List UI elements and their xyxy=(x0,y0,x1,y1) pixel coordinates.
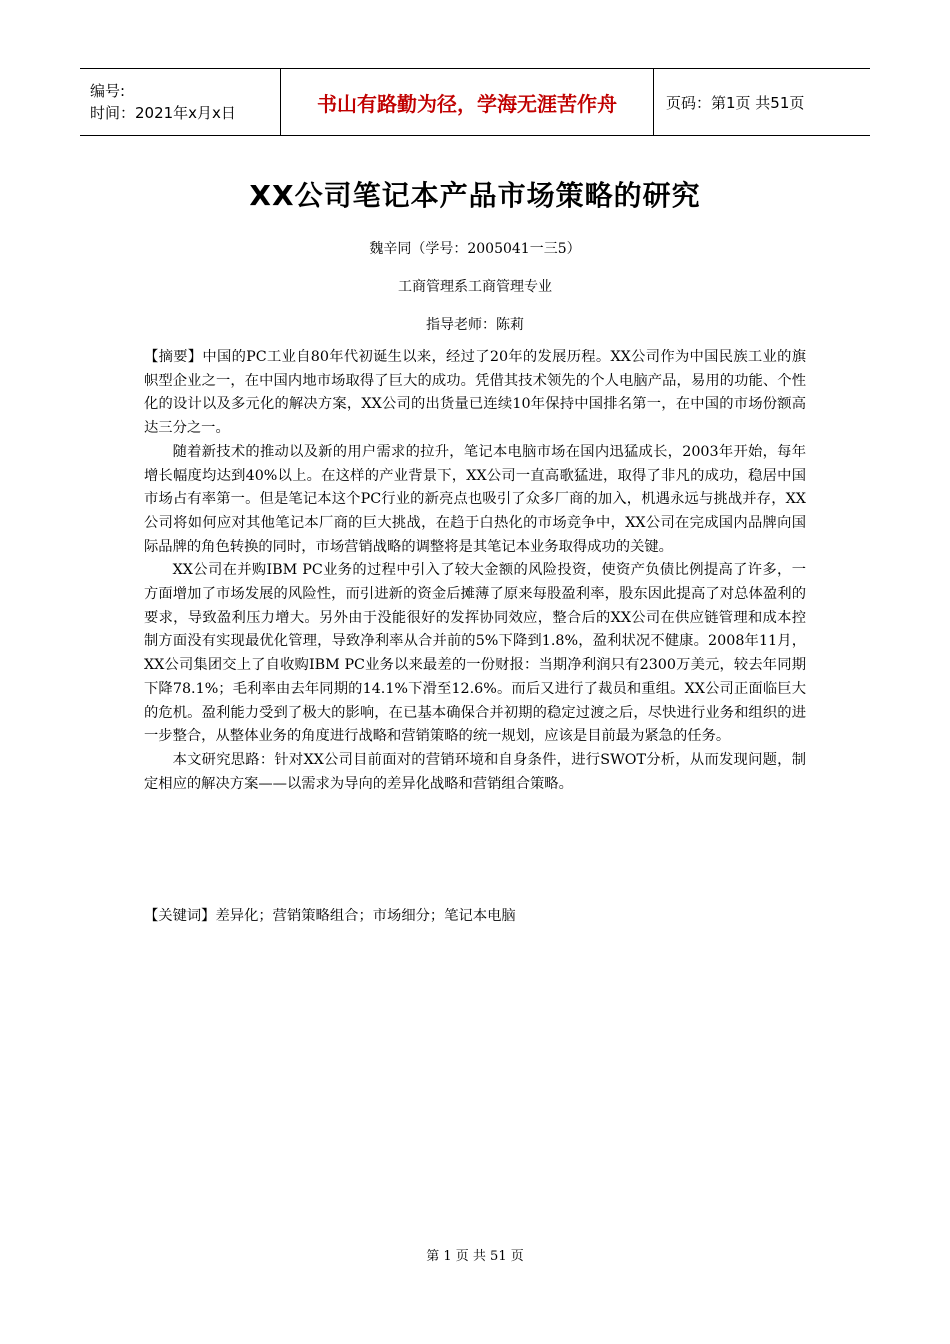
abstract-paragraph-1: 【摘要】中国的PC工业自80年代初诞生以来，经过了20年的发展历程。XX公司作为中国民族工业的旗帜型企业之一，在中国内地市场取得了巨大的成功。凭借其技术领先的个人电脑产品，易用的功能、个性化的设计以及多元化的解决方案，XX公司的出货量已连续10年保持中国排名第一，在中国的市场份额高达三分之一。 xyxy=(144,349,806,437)
date-label: 时间：2021年x月x日 xyxy=(90,104,236,122)
author-line: 魏辛同（学号：2005041一三5） xyxy=(369,241,581,257)
abstract-paragraph-2: 随着新技术的推动以及新的用户需求的拉升，笔记本电脑市场在国内迅猛成长，2003年开始，每年增长幅度均达到40%以上。在这样的产业背景下，XX公司一直高歌猛进，取得了非凡的成功，稳居中国市场占有率第一。但是笔记本这个PC行业的新亮点也吸引了众多厂商的加入，机遇永远与挑战并存，XX公司将如何应对其他笔记本厂商的巨大挑战，在趋于白热化的市场竞争中，XX公司在完成国内品牌向国际品牌的角色转换的同时，市场营销战略的调整将是其笔记本业务取得成功的关键。 xyxy=(144,443,806,555)
header-left-cell xyxy=(80,69,280,135)
motto: 书山有路勤为径，学海无涯苦作舟 xyxy=(280,69,654,135)
abstract-body xyxy=(144,346,806,796)
number-label: 编号: xyxy=(90,82,126,100)
abstract-paragraph-4: 本文研究思路：针对XX公司目前面对的营销环境和自身条件，进行SWOT分析，从而发现问题，制定相应的解决方案——以需求为导向的差异化战略和营销组合策略。 xyxy=(144,751,806,792)
keywords: 【关键词】差异化；营销策略组合；市场细分；笔记本电脑 xyxy=(144,908,516,924)
header-table xyxy=(80,68,870,136)
page-info: 页码：第1页 共51页 xyxy=(666,93,805,112)
document-title: XX公司笔记本产品市场策略的研究 xyxy=(249,179,701,212)
abstract-paragraph-3: XX公司在并购IBM PC业务的过程中引入了较大金额的风险投资，使资产负债比例提高了许多，一方面增加了市场发展的风险性，而引进新的资金后摊薄了原来每股盈利率，股东因此提高了对总体盈利的要求，导致盈利压力增大。另外由于没能很好的发挥协同效应，整合后的XX公司在供应链管理和成本控制方面没有实现最优化管理，导致净利率从合并前的5%下降到1.8%，盈利状况不健康。2008年11月，XX公司集团交上了自收购IBM PC业务以来最差的一份财报：当期净利润只有2300万美元，较去年同期下降78.1%；毛利率由去年同期的14.1%下滑至12.6%。而后又进行了裁员和重组。XX公司正面临巨大的危机。盈利能力受到了极大的影响，在已基本确保合并初期的稳定过渡之后，尽快进行业务和组织的进一步整合，从整体业务的角度进行战略和营销策略的统一规划，应该是目前最为紧急的任务。 xyxy=(144,562,806,745)
page-footer: 第 1 页 共 51 页 xyxy=(426,1249,524,1264)
advisor: 指导老师：陈莉 xyxy=(426,317,524,333)
department: 工商管理系工商管理专业 xyxy=(398,279,552,295)
